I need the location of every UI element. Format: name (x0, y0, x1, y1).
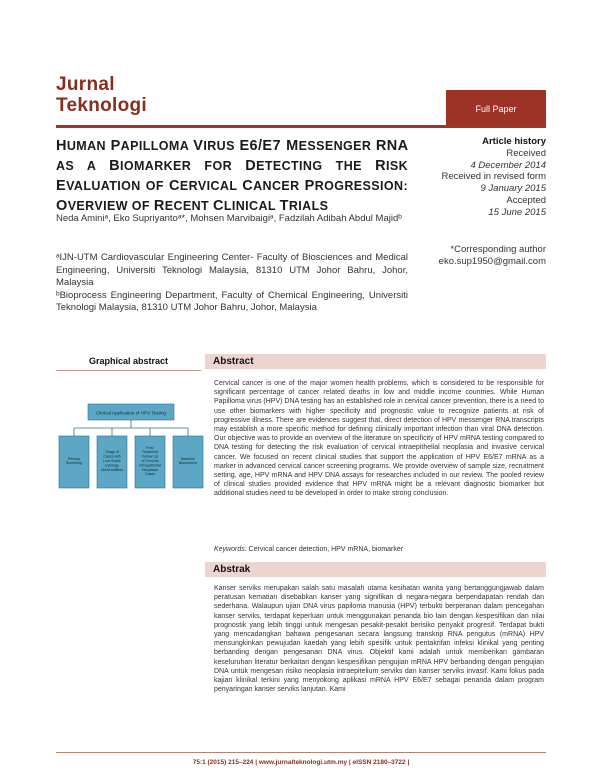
corresponding-label: *Corresponding author (450, 244, 546, 255)
abstract-body: Cervical cancer is one of the major women health problems, which is considered to be responsible for significant percentage of cancer related deaths in low and middle income countries. While Human Papilloma virus (HPV) DNA testing has an established role in cervical cancer prevention, there is a need to use other biomarkers with higher specificity and prognostic value to recognize patients at risk of progressive illness. There are evidences suggest that, direct detection of HPV messenger RNA transcripts may establish a more specific method for defining clinically important infection than viral DNA detection. Our objective was to provide an overview of the literature on specificity of HPV mRNA testing compared to DNA testing for detecting the risk evaluation of cervical intraepithelial neoplasia and invasive cervical cancer. We focused on recent clinical studies that support the application of HPV E6/E7 mRNA as a marker in advanced cervical cancer screening programs. We provide overview of sample size, recruitment setting, age, HPV mRNA and HPV DNA assays for researches included in our review. The pooled review of clinical studies provided evidence that HPV mRNA might be a relevant diagnostic biomarker but additional studies need to be developed in order to make strong conclusion. (214, 380, 544, 498)
diagram-child-text-1: Primary Screening (65, 456, 83, 466)
diagram-child-text-2: Triage of Cases with Low Grade Cytology Abnormalities (101, 450, 123, 472)
diagram-root-text: Clinical Application of HPV Testing (96, 410, 166, 416)
title-part: VALUATION OF (66, 179, 170, 193)
keywords (214, 545, 544, 554)
title-part: ANCER (253, 179, 305, 193)
title-part: R (153, 198, 165, 214)
title-part: P (110, 138, 121, 154)
graphical-abstract-label: Graphical abstract (88, 356, 169, 366)
title-part: P (304, 178, 315, 194)
corresponding-author (420, 244, 546, 268)
title-part: O (56, 198, 68, 214)
title-part: ERVICAL (179, 179, 243, 193)
title-part: LINICAL (223, 199, 280, 213)
keywords-list: Cervical cancer detection, HPV mRNA, biomarker (248, 546, 404, 553)
corresponding-email[interactable]: eko.sup1950@gmail.com (438, 256, 546, 267)
history-heading: Article history (482, 136, 546, 147)
title-part: ROGRESSION: (314, 179, 409, 193)
title-part: AS A (56, 159, 110, 173)
title-part: APILLOMA (120, 139, 194, 153)
revised-label: Received in revised form (441, 171, 546, 183)
graphical-abstract-diagram (58, 396, 204, 516)
article-history (420, 136, 546, 219)
page-footer: 75:1 (2015) 215–224 | www.jurnalteknologi.utm.my | eISSN 2180–3722 | (192, 759, 410, 766)
title-part: E6/E7 (239, 138, 287, 154)
affiliation-a: ᵃIJN-UTM Cardiovascular Engineering Center- Faculty of Biosciences and Medical Engineering, Universiti Teknologi Malaysia, 81310 UTM Johor Bahru, Johor, Malaysia (56, 252, 408, 288)
title-part: IRUS (203, 139, 240, 153)
title-part: RIALS (288, 199, 329, 213)
diagram-connectors (74, 420, 188, 436)
graphical-abstract-rule (56, 370, 201, 371)
title-part: R (375, 158, 386, 174)
title-part: VERVIEW OF (67, 199, 154, 213)
title-part: V (193, 138, 204, 154)
paper-title (56, 136, 408, 216)
header-divider (56, 125, 546, 128)
author-list: Neda Aminiᵃ, Eko Supriyantoᵃ*, Mohsen Marvibaigiᵃ, Fadzilah Adibah Abdul Majidᵇ (56, 213, 402, 224)
title-part: C (242, 178, 254, 194)
affiliations (56, 252, 408, 315)
title-part: IOMARKER FOR (119, 159, 246, 173)
title-part: ETECTING THE (256, 159, 376, 173)
title-part: M (286, 138, 299, 154)
title-part: ESSENGER (298, 139, 376, 153)
title-part: ISK (385, 159, 408, 173)
journal-name (56, 74, 147, 116)
title-part: E (56, 178, 67, 194)
accepted-date: 15 June 2015 (488, 206, 546, 218)
keywords-label: Keywords: (214, 546, 247, 553)
title-part: T (279, 198, 289, 214)
abstrak-body: Kanser serviks merupakan salah satu masalah utama kesihatan wanita yang bertanggungjawab dalam peratusan kematian disebabkan kanser yang signifikan di negara-negara berpendapatan rendah dan sederhana. Walaupun ujian DNA virus papiloma manusia (HPV) terbukti berperanan dalam pencegahan kanser serviks, terdapat keperluan untuk menggunakan penanda bio lain dengan kespesifikan dan nilai prognostik yang lebih tinggi untuk mengesan pesakit-pesakit berisiko penyakit progresif. Terdapat bukti yang mencadangkan bahawa pengesanan secara langsung transkrip RNA pengutus (mRNA) HPV mensungkinkan pewujudan kaedah yang lebih spesifik untuk pentakrifan infeksi klinikal yang penting berbanding dengan pengesanan DNA virus. Objektif kami adalah untuk memberikan gambaran keseluruhan literatur berkaitan dengan kespesifikan pengujian mRNA HPV berbanding dengan pengujian DNA untuk mengesan risiko neoplasia intraepitelium serviks dan kanser serviks invasif. Kami fokus pada kajian klinikal terkini yang menyokong aplikasi mRNA HPV E6/E7 sebagai penanda dalam program penyaringan kanser serviks lanjutan. Kami (214, 585, 544, 694)
received-date: 4 December 2014 (470, 159, 546, 171)
title-part: UMAN (66, 139, 111, 153)
title-part: RNA (375, 138, 408, 154)
abstrak-heading: Abstrak (205, 562, 546, 577)
title-part: H (56, 138, 67, 154)
title-part: D (245, 158, 257, 174)
received-label: Received (506, 147, 546, 159)
title-part: C (169, 178, 180, 194)
title-part: ECENT (164, 199, 213, 213)
title-part: B (109, 158, 120, 174)
diagram-child-text-4: Baseline Biomarkers (178, 456, 198, 466)
accepted-label: Accepted (506, 194, 546, 206)
revised-date: 9 January 2015 (480, 183, 546, 195)
journal-name-line1: Jurnal (56, 74, 115, 95)
journal-name-line2: Teknologi (56, 95, 148, 116)
full-paper-label: Full Paper (446, 90, 546, 128)
footer-rule (56, 752, 546, 753)
affiliation-b: ᵇBioprocess Engineering Department, Faculty of Chemical Engineering, Universiti Teknologi Malaysia, 81310 UTM Johor Bahru, Johor, Malaysia (56, 289, 408, 313)
diagram-child-text-3: Post Treatment Follow Up of Cervical Intraepithelial Neoplasia Cases (139, 445, 161, 477)
title-part: C (212, 198, 224, 214)
abstract-heading: Abstract (205, 354, 546, 369)
